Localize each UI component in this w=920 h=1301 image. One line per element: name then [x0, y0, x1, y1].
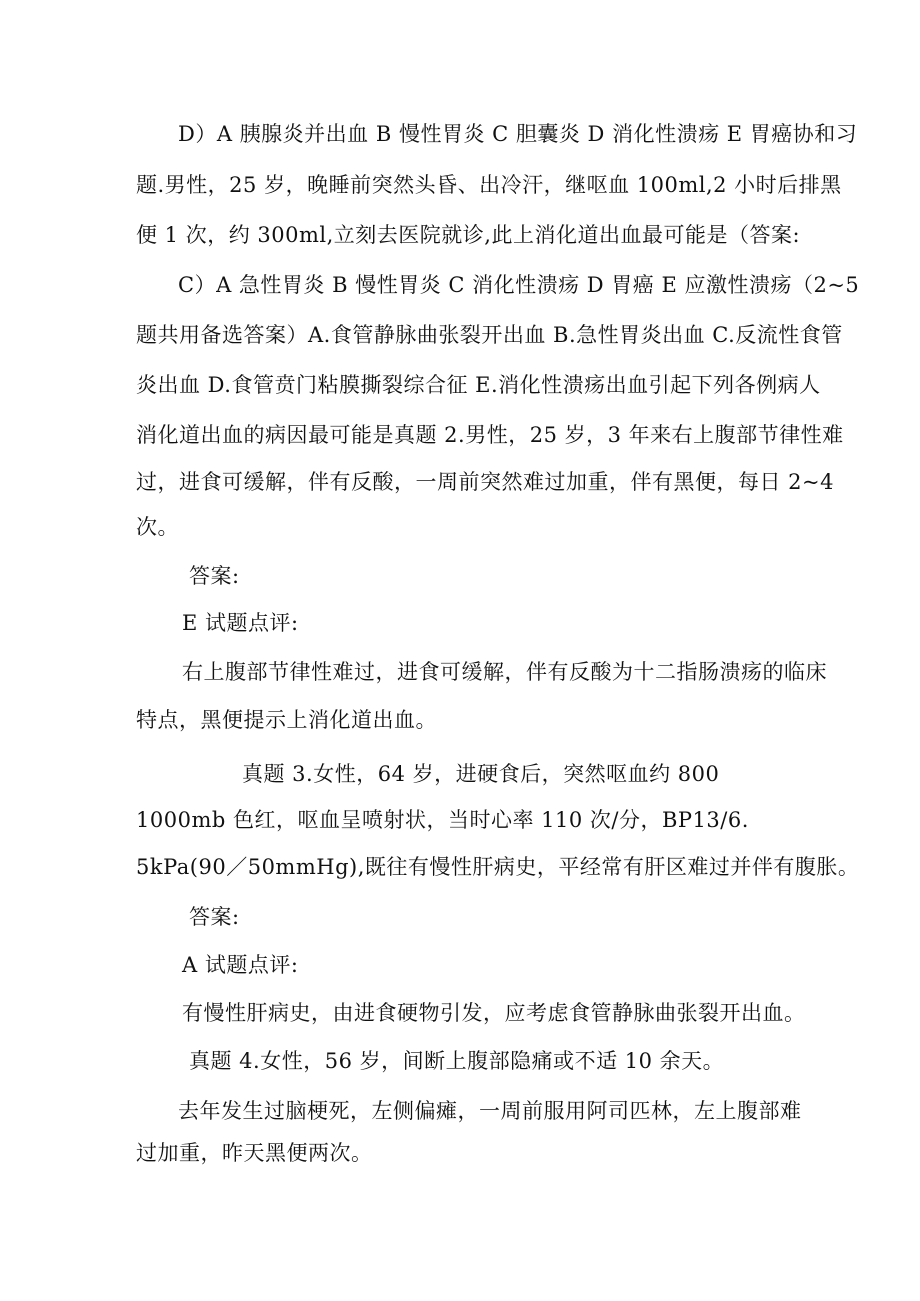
text-line-6: 炎出血 D.食管贲门粘膜撕裂综合征 E.消化性溃疡出血引起下列各例病人	[136, 373, 821, 397]
text-line-7: 消化道出血的病因最可能是真题 2.男性，25 岁，3 年来右上腹部节律性难	[136, 423, 844, 447]
text-line-16: 5kPa(90／50mmHg),既往有慢性肝病史，平经常有肝区难过并伴有腹胀。	[136, 855, 860, 879]
text-line-13: 特点，黑便提示上消化道出血。	[136, 708, 437, 732]
text-line-1: D）A 胰腺炎并出血 B 慢性胃炎 C 胆囊炎 D 消化性溃疡 E 胃癌协和习	[178, 122, 858, 146]
text-line-5: 题共用备选答案）A.食管静脉曲张裂开出血 B.急性胃炎出血 C.反流性食管	[136, 323, 843, 347]
text-line-4: C）A 急性胃炎 B 慢性胃炎 C 消化性溃疡 D 胃癌 E 应激性溃疡（2~5	[178, 273, 860, 297]
text-line-19: 有慢性肝病史，由进食硬物引发，应考虑食管静脉曲张裂开出血。	[182, 1001, 806, 1025]
text-line-12: 右上腹部节律性难过，进食可缓解，伴有反酸为十二指肠溃疡的临床	[182, 660, 827, 684]
text-line-8: 过，进食可缓解，伴有反酸，一周前突然难过加重，伴有黑便，每日 2~4	[136, 470, 834, 494]
text-line-2: 题.男性，25 岁，晚睡前突然头昏、出冷汗，继呕血 100ml,2 小时后排黑	[136, 173, 842, 197]
question-3-heading: 真题 3.女性，64 岁，进硬食后，突然呕血约 800	[242, 762, 720, 786]
answer-label-2: 答案:	[189, 905, 240, 929]
text-line-3: 便 1 次，约 300ml,立刻去医院就诊,此上消化道出血最可能是（答案:	[136, 223, 801, 247]
question-4-heading: 真题 4.女性，56 岁，间断上腹部隐痛或不适 10 余天。	[189, 1049, 725, 1073]
text-line-21: 去年发生过脑梗死，左侧偏瘫，一周前服用阿司匹林，左上腹部难	[178, 1099, 802, 1123]
comment-label-2: A 试题点评:	[182, 953, 299, 977]
text-line-22: 过加重，昨天黑便两次。	[136, 1141, 373, 1165]
answer-label-1: 答案:	[189, 564, 240, 588]
text-line-15: 1000mb 色红，呕血呈喷射状，当时心率 110 次/分，BP13/6.	[136, 808, 749, 832]
text-line-9: 次。	[136, 515, 179, 539]
comment-label-1: E 试题点评:	[182, 611, 299, 635]
